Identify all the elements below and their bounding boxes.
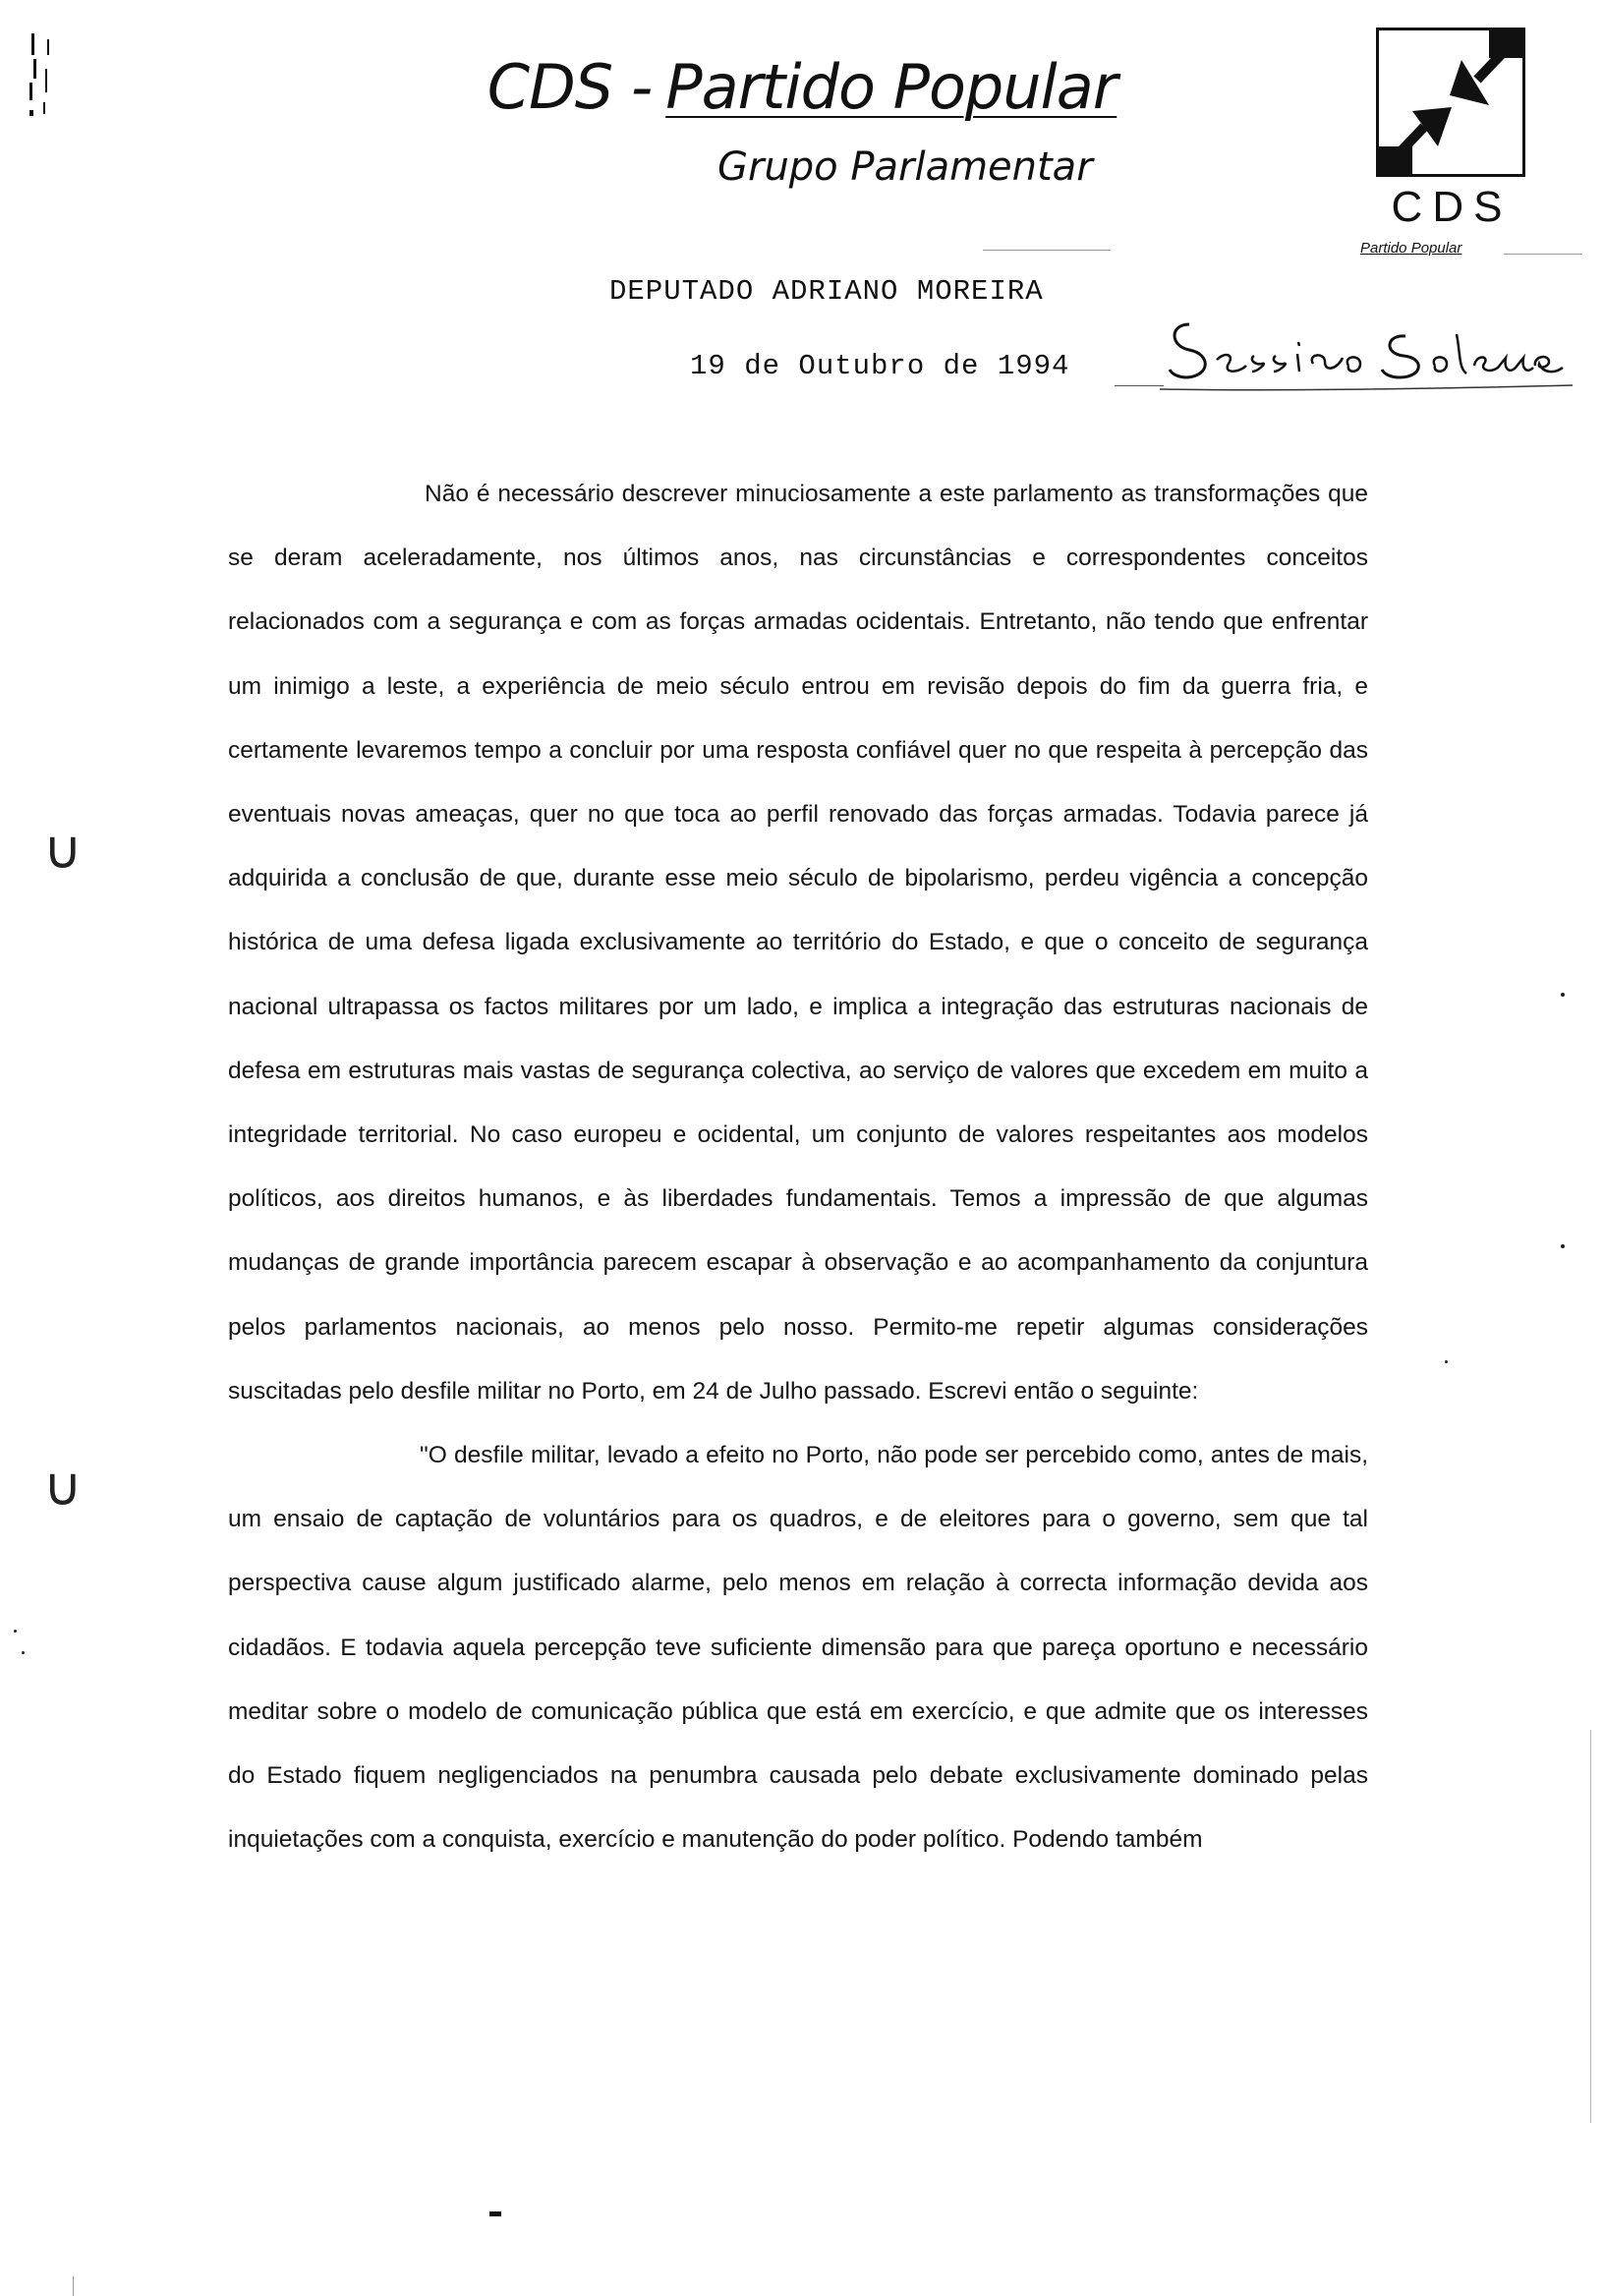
speech-body <box>228 462 1368 1871</box>
dotted-rule <box>983 250 1111 251</box>
scan-speck <box>14 1630 17 1633</box>
group-title: Grupo Parlamentar <box>717 144 1093 190</box>
scan-speck <box>1561 993 1565 997</box>
speech-date: 19 de Outubro de 1994 <box>690 350 1070 382</box>
logo-subtext <box>1360 240 1461 258</box>
binding-hole-mark: ∪ <box>43 819 83 881</box>
edge-line <box>73 2276 74 2296</box>
paragraph: "O desfile militar, levado a efeito no Porto, não pode ser percebido como, antes de mais, um ensaio de captação de voluntários para os quadros, e de eleitores para o governo, sem que tal perspectiva cause algum justificado alarme, pelo menos em relação à correcta informação devida aos cidadãos. E todavia aquela percepção teve suficiente dimensão para que pareça oportuno e necessário meditar sobre o modelo de comunicação pública que está em exercício, e que admite que os interesses do Estado fiquem negligenciados na penumbra causada pelo debate exclusivamente dominado pelas inquietações com a conquista, exercício e manutenção do poder político. Podendo também <box>228 1442 1368 1854</box>
scan-speck <box>1561 1244 1565 1248</box>
arrows-logo-icon <box>1376 28 1525 177</box>
logo-text: CDS <box>1391 183 1513 231</box>
scan-mark <box>489 2211 501 2216</box>
scan-speck <box>22 1651 25 1654</box>
deputy-name: DEPUTADO ADRIANO MOREIRA <box>609 275 1044 308</box>
underline-rule <box>1115 385 1164 386</box>
binding-hole-mark: ∪ <box>43 1456 83 1518</box>
paragraph: Não é necessário descrever minuciosamente a este parlamento as transformações que se deram aceleradamente, nos últimos anos, nas circunstâncias e correspondentes conceitos relacionados com a segurança e com as forças armadas ocidentais. Entretanto, não tendo que enfrentar um inimigo a leste, a experiência de meio século entrou em revisão depois do fim da guerra fria, e certamente levaremos tempo a concluir por uma resposta confiável quer no que respeita à percepção das eventuais novas ameaças, quer no que toca ao perfil renovado das forças armadas. Todavia parece já adquirida a conclusão de que, durante esse meio século de bipolarismo, perdeu vigência a concepção histórica de uma defesa ligada exclusivamente ao território do Estado, e que o conceito de segurança nacional ultrapassa os factos militares por um lado, e implica a integração das estruturas nacionais de defesa em estruturas mais vastas de segurança colectiva, ao serviço de valores que excedem em muito a integridade territorial. No caso europeu e ocidental, um conjunto de valores respeitantes aos modelos políticos, aos direitos humanos, e às liberdades fundamentais. Temos a impressão de que algumas mudanças de grande importância parecem escapar à observação e ao acompanhamento da conjuntura pelos parlamentos nacionais, ao menos pelo nosso. Permito-me repetir algumas considerações suscitadas pelo desfile militar no Porto, em 24 de Julho passado. Escrevi então o seguinte: <box>228 481 1368 1405</box>
party-prefix: CDS - <box>487 51 653 123</box>
dotted-rule <box>1504 254 1582 255</box>
party-name: Partido Popular <box>665 51 1117 123</box>
scan-speck <box>1445 1360 1448 1363</box>
logo-subtext-label: Partido Popular <box>1360 240 1462 257</box>
edge-line <box>1590 1730 1591 2123</box>
party-title <box>0 51 1604 124</box>
handwritten-note <box>1160 295 1573 393</box>
